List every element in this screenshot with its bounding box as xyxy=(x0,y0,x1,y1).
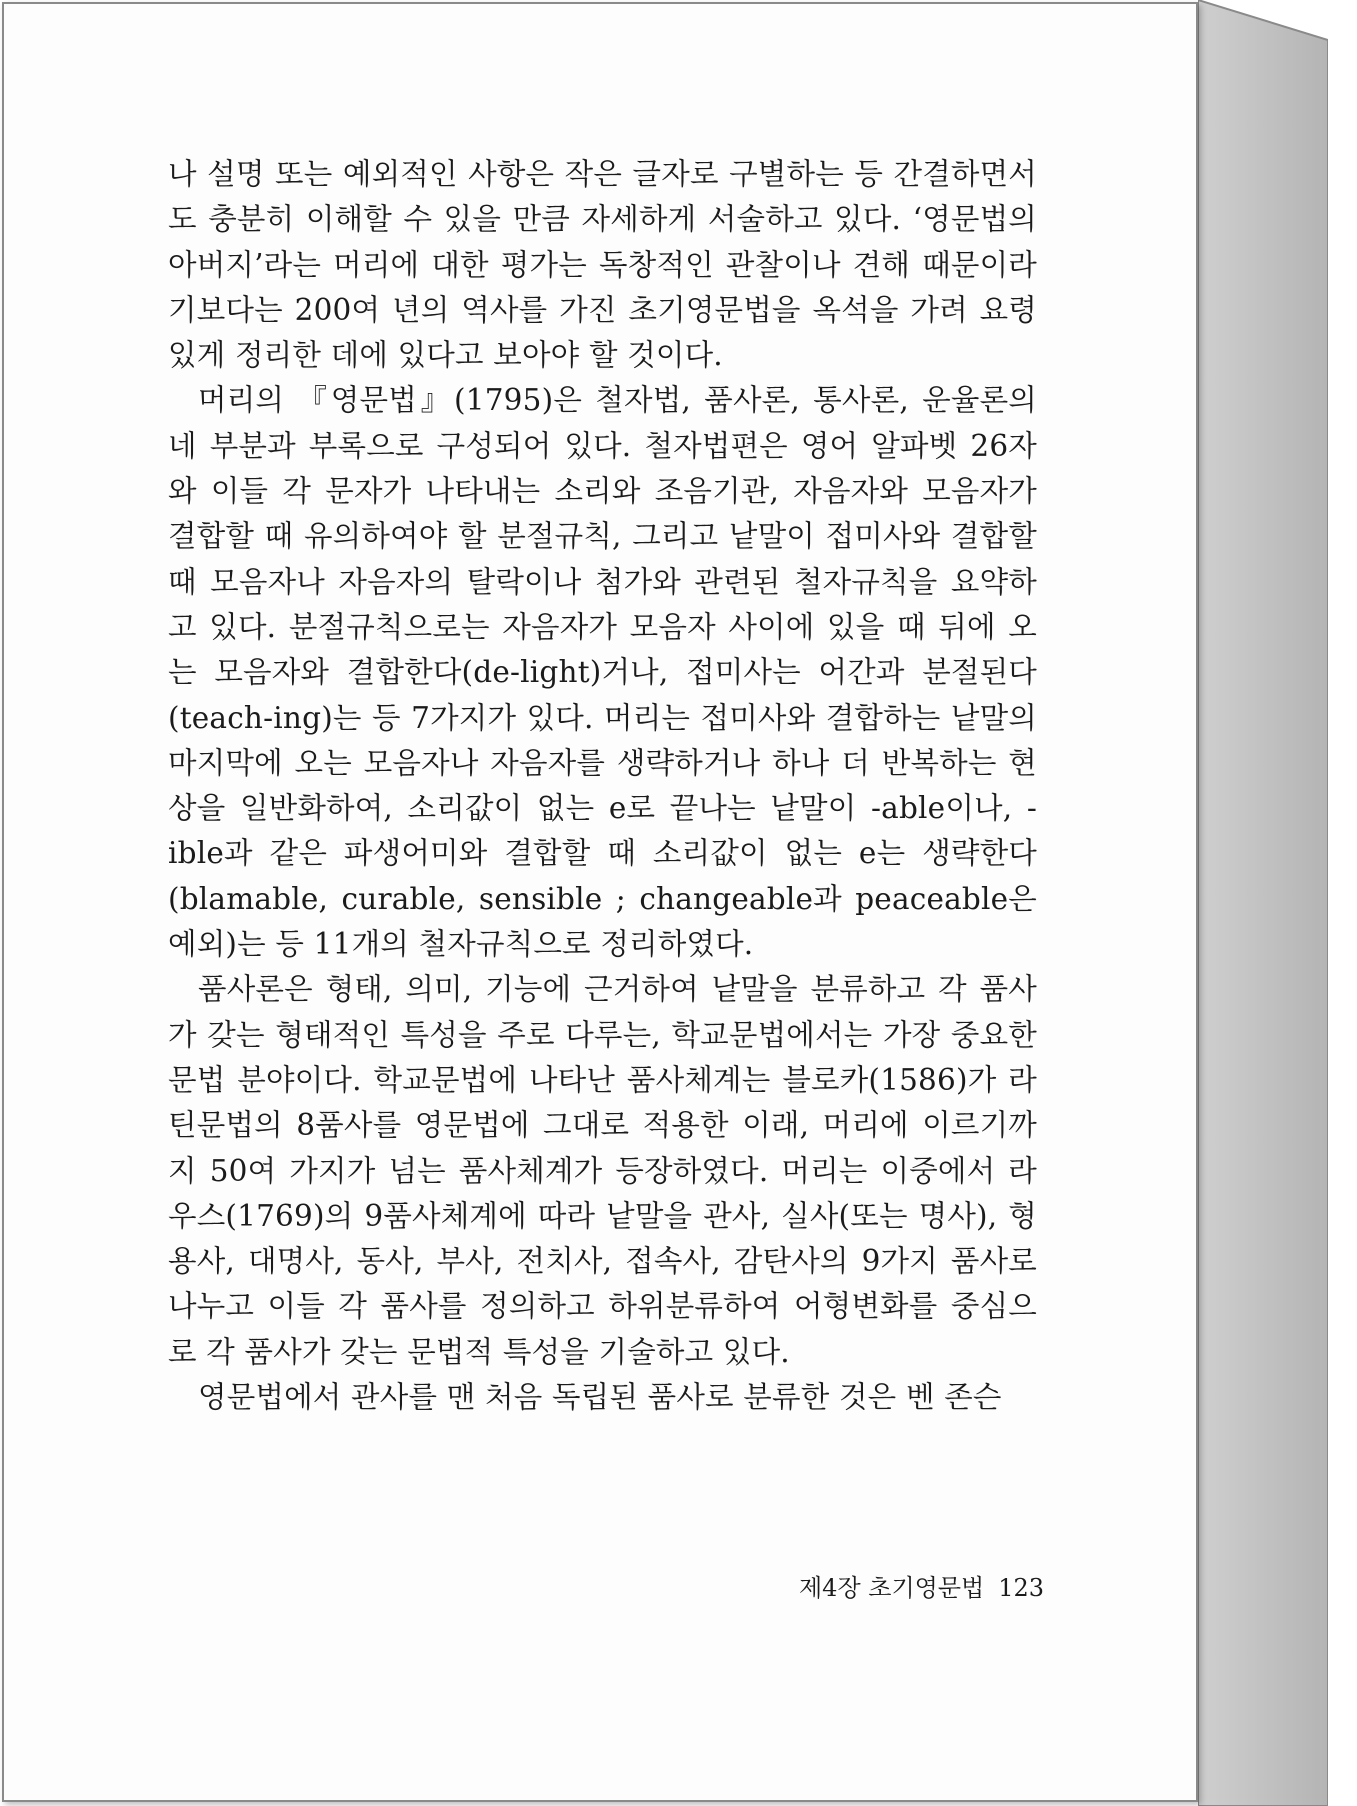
book-edge xyxy=(1198,0,1328,1806)
paragraph: 품사론은 형태, 의미, 기능에 근거하여 낱말을 분류하고 각 품사가 갖는 형태적인 특성을 주로 다루는, 학교문법에서는 가장 중요한 문법 분야이다. 학교문법에 나타난 품사체계는 블로카(1586)가 라틴문법의 8품사를 영문법에 그대로 적용한 이래, 머리에 이르기까지 50여 가지가 넘는 품사체계가 등장하였다. 머리는 이중에서 라우스(1769)의 9품사체계에 따라 낱말을 관사, 실사(또는 명사), 형용사, 대명사, 동사, 부사, 전치사, 접속사, 감탄사의 9가지 품사로 나누고 이들 각 품사를 정의하고 하위분류하여 어형변화를 중심으로 각 품사가 갖는 문법적 특성을 기술하고 있다. xyxy=(168,972,1037,1369)
paragraph: 머리의 『영문법』(1795)은 철자법, 품사론, 통사론, 운율론의 네 부분과 부록으로 구성되어 있다. 철자법편은 영어 알파벳 26자와 이들 각 문자가 나타내는 소리와 조음기관, 자음자와 모음자가 결합할 때 유의하여야 할 분절규칙, 그리고 낱말이 접미사와 결합할 때 모음자나 자음자의 탈락이나 첨가와 관련된 철자규칙을 요약하고 있다. 분절규칙으로는 자음자가 모음자 사이에 있을 때 뒤에 오는 모음자와 결합한다(de-light)거나, 접미사는 어간과 분절된다(teach-ing)는 등 7가지가 있다. 머리는 접미사와 결합하는 낱말의 마지막에 오는 모음자나 자음자를 생략하거나 하나 더 반복하는 현상을 일반화하여, 소리값이 없는 e로 끝나는 낱말이 -able이나, -ible과 같은 파생어미와 결합할 때 소리값이 없는 e는 생략한다(blamable, curable, sensible ; changeable과 peaceable은 예외)는 등 11개의 철자규칙으로 정리하였다. xyxy=(168,383,1037,962)
paragraph: 나 설명 또는 예외적인 사항은 작은 글자로 구별하는 등 간결하면서도 충분히 이해할 수 있을 만큼 자세하게 서술하고 있다. ‘영문법의 아버지’라는 머리에 대한 평가는 독창적인 관찰이나 견해 때문이라기보다는 200여 년의 역사를 가진 초기영문법을 옥석을 가려 요령있게 정리한 데에 있다고 보아야 할 것이다. xyxy=(168,157,1037,373)
paragraph: 영문법에서 관사를 맨 처음 독립된 품사로 분류한 것은 벤 존슨 xyxy=(198,1380,1002,1415)
chapter-title: 제4장 초기영문법 xyxy=(799,1574,985,1602)
page-footer xyxy=(764,1568,1044,1603)
book-page xyxy=(2,2,1198,1802)
page-number: 123 xyxy=(998,1574,1044,1602)
body-text xyxy=(168,152,1037,1420)
